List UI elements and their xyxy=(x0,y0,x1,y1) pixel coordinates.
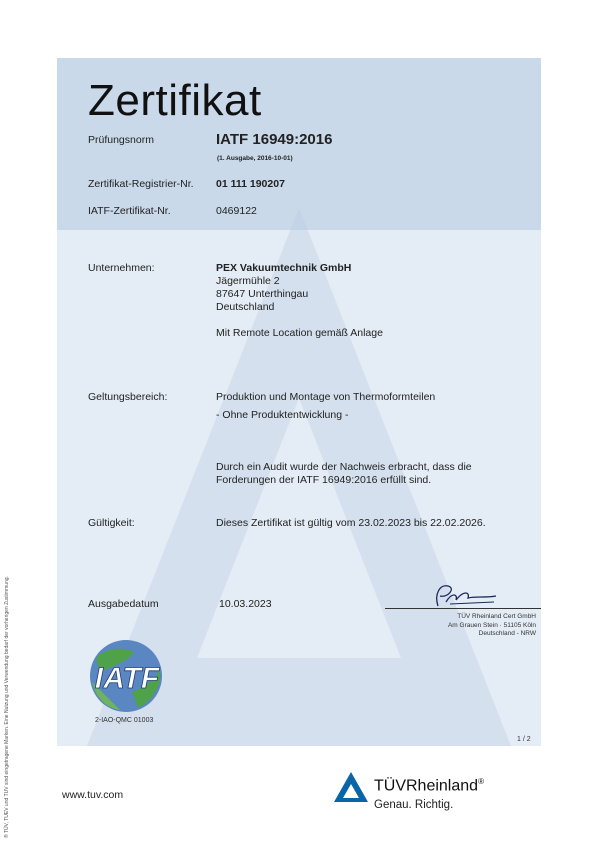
audit-statement xyxy=(216,461,472,487)
tuv-triangle-icon xyxy=(333,771,369,803)
issue-date-label: Ausgabedatum xyxy=(88,598,159,610)
scope-value: Produktion und Montage von Thermoformteilen xyxy=(216,391,436,403)
registry-label: Zertifikat-Registrier-Nr. xyxy=(88,178,194,190)
footer-url[interactable]: www.tuv.com xyxy=(62,789,124,801)
trademark-note: ® TÜV, TUEV und TUV sind eingetragene Marken. Eine Nutzung und Verwendung bedarf der vorherigen Zustimmung. xyxy=(4,576,10,838)
remote-location-note: Mit Remote Location gemäß Anlage xyxy=(216,327,383,339)
company-label: Unternehmen: xyxy=(88,262,155,274)
iatf-number-label: IATF-Zertifikat-Nr. xyxy=(88,205,171,217)
iatf-seal xyxy=(82,638,172,716)
validity-value: Dieses Zertifikat ist gültig vom 23.02.2023 bis 22.02.2026. xyxy=(216,517,486,529)
company-city: 87647 Unterthingau xyxy=(216,288,309,300)
signature xyxy=(430,580,500,610)
company-street: Jägermühle 2 xyxy=(216,275,280,287)
scope-note: - Ohne Produktentwicklung - xyxy=(216,409,349,421)
audit-line-2: Forderungen der IATF 16949:2016 erfüllt sind. xyxy=(216,474,432,486)
standard-edition: (1. Ausgabe, 2016-10-01) xyxy=(217,155,293,162)
company-country: Deutschland xyxy=(216,301,275,313)
seal-text: IATF xyxy=(94,662,160,695)
tuv-brand-name: TÜVRheinland xyxy=(374,777,479,795)
validity-label: Gültigkeit: xyxy=(88,517,135,529)
tuv-brand xyxy=(374,777,484,795)
company-name: PEX Vakuumtechnik GmbH xyxy=(216,262,352,274)
issuer-street: Am Grauen Stein · 51105 Köln xyxy=(447,621,536,629)
page-number: 1 / 2 xyxy=(517,736,531,743)
tuv-registered-mark: ® xyxy=(478,777,484,786)
signature-line xyxy=(385,608,541,609)
scope-label: Geltungsbereich: xyxy=(88,391,168,403)
company-address xyxy=(216,262,351,314)
issuer-region: Deutschland - NRW xyxy=(478,630,536,637)
standard-label: Prüfungsnorm xyxy=(88,134,154,146)
standard-value: IATF 16949:2016 xyxy=(216,131,333,148)
issue-date-value: 10.03.2023 xyxy=(219,598,272,610)
issuer-name: TÜV Rheinland Cert GmbH xyxy=(457,613,536,620)
audit-line-1: Durch ein Audit wurde der Nachweis erbracht, dass die xyxy=(216,461,472,473)
iatf-number-value: 0469122 xyxy=(216,205,257,217)
registry-value: 01 111 190207 xyxy=(216,178,285,190)
seal-id: 2-IAO-QMC 01003 xyxy=(95,717,154,724)
issuer-block xyxy=(360,613,536,639)
tuv-slogan: Genau. Richtig. xyxy=(374,799,454,811)
certificate-title: Zertifikat xyxy=(88,76,262,125)
